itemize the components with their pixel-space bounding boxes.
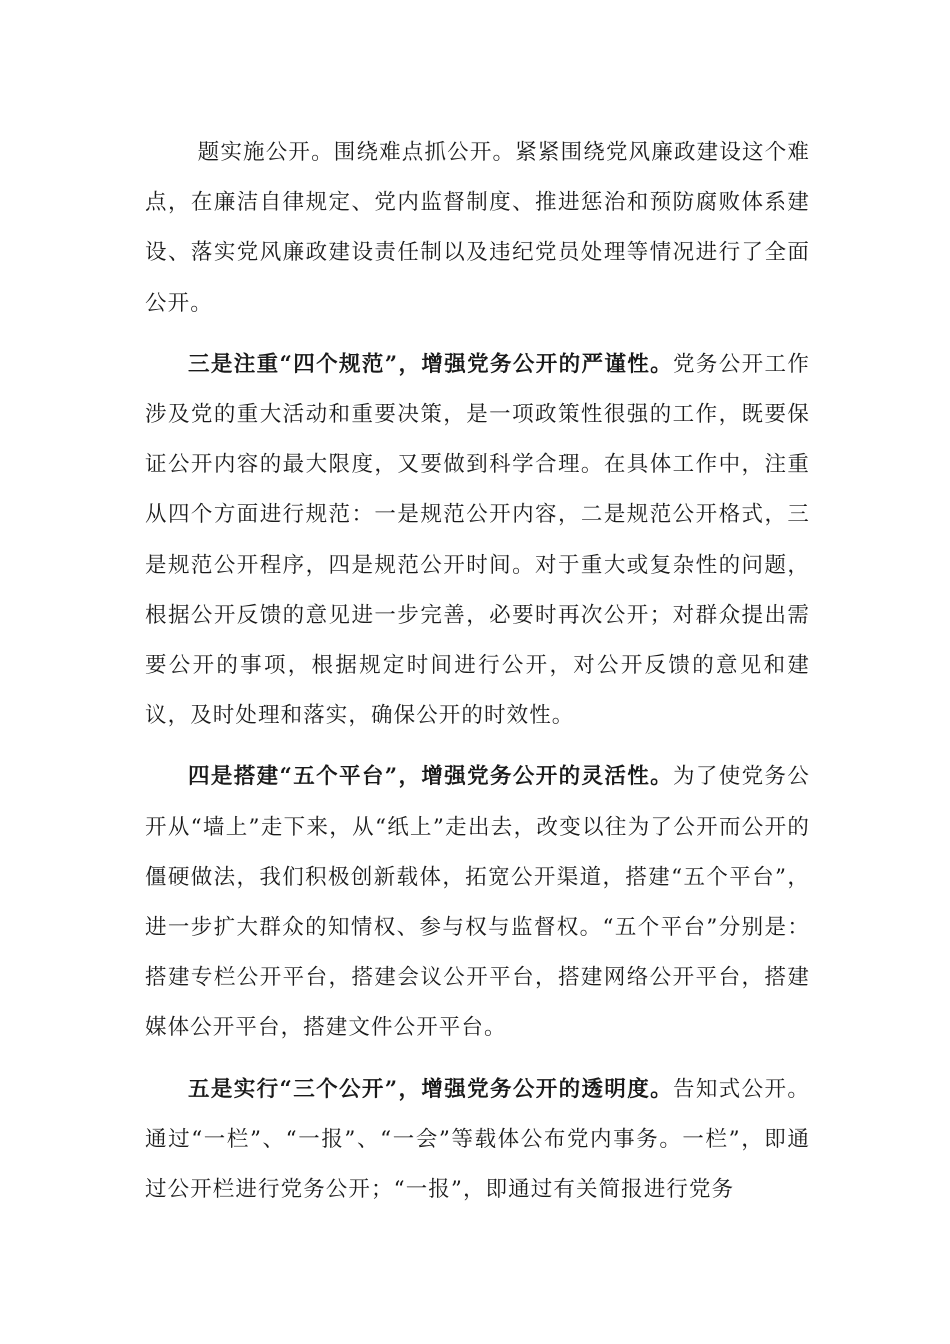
- paragraph-3: [145, 752, 810, 1053]
- paragraph-2-text: 党务公开工作涉及党的重大活动和重要决策，是一项政策性很强的工作，既要保证公开内容的最大限度，又要做到科学合理。在具体工作中，注重从四个方面进行规范：一是规范公开内容，二是规范公开格式，三是规范公开程序，四是规范公开时间。对于重大或复杂性的问题，根据公开反馈的意见进一步完善，必要时再次公开；对群众提出需要公开的事项，根据规定时间进行公开，对公开反馈的意见和建议，及时处理和落实，确保公开的时效性。: [145, 351, 810, 729]
- paragraph-3-heading: 四是搭建“五个平台”，增强党务公开的灵活性。: [188, 764, 674, 790]
- paragraph-4-heading: 五是实行“三个公开”，增强党务公开的透明度。: [188, 1076, 674, 1102]
- paragraph-1: [145, 128, 810, 329]
- document-page: [145, 128, 810, 1215]
- paragraph-4: [145, 1065, 810, 1216]
- paragraph-2: [145, 340, 810, 742]
- paragraph-4-text: 告知式公开。通过“一栏”、“一报”、“一会”等载体公布党内事务。一栏”，即通过公开栏进行党务公开；“一报”，即通过有关简报进行党务: [145, 1076, 810, 1203]
- paragraph-1-text: 题实施公开。围绕难点抓公开。紧紧围绕党风廉政建设这个难点，在廉洁自律规定、党内监督制度、推进惩治和预防腐败体系建设、落实党风廉政建设责任制以及违纪党员处理等情况进行了全面公开。: [145, 140, 810, 316]
- paragraph-3-text: 为了使党务公开从“墙上”走下来，从“纸上”走出去，改变以往为了公开而公开的僵硬做法，我们积极创新载体，拓宽公开渠道，搭建“五个平台”，进一步扩大群众的知情权、参与权与监督权。“五个平台”分别是：搭建专栏公开平台，搭建会议公开平台，搭建网络公开平台，搭建媒体公开平台，搭建文件公开平台。: [145, 764, 810, 1041]
- paragraph-2-heading: 三是注重“四个规范”，增强党务公开的严谨性。: [188, 351, 674, 377]
